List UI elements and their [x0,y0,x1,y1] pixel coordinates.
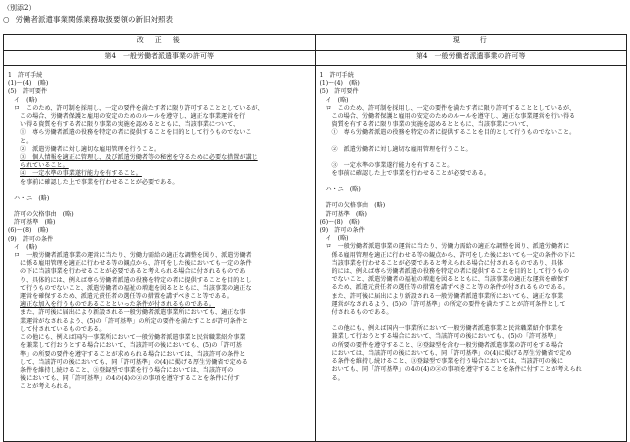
new-line: 許可の欠格事由 (略) [14,211,74,219]
new-line: ハ・ニ (略) [14,194,50,202]
new-line: ことが考えられる。 [20,383,75,391]
old-line: また、許可後に届出により新設される一般労働者派遣事業所においても、適正な事業 [331,292,564,300]
old-line: 的には、例えば専ら労働者派遣の役務を特定の者に提供することを目的として行うもの [331,268,570,276]
title-text: 労働者派遣事業関係業務取扱要領の新旧対照表 [15,15,174,24]
old-line: イ (略) [325,235,349,243]
new-line: り、具体的には、例えば専ら労働者派遣の役務を特定の者に提供することを目的とし [20,276,252,284]
section-heading-new: 第4 一般労働者派遣事業の許可等 [4,51,316,66]
new-text-column [4,66,315,392]
column-header-old: 現 行 [315,35,627,51]
new-line: (1)～(4) (略) [8,80,49,88]
old-line: 運営がなされるよう、(5)の「許可基準」の所定の要件を満たすことが許可条件として [331,300,566,308]
comparison-table [3,34,627,442]
new-line: この他にも、例えば国内一事業所において一般労働者派遣事業と民営職業紹介事業 [20,334,246,342]
new-line: 許可基準 (略) [14,219,56,227]
new-line: て行うものでないこと、派遣労働者の福祉の増進を図るとともに、当該事業の適正な [20,284,252,292]
new-line: (9) 許可の条件 [8,235,54,243]
old-line: 資質を有する者に限り事業の実施を認めるとともに、当該事業について、 [331,121,533,129]
old-line: の所要の要件を遵守すること、②登録型を含む一般労働者派遣事業の許可をする場合 [331,341,564,349]
new-line-underlined: ④ 一定水準の事業遂行能力を有すること。 [20,170,142,178]
old-line: るため、派遣元責任者の選任等の措置を講ずべきこと等の条件が付されるものである。 [331,284,569,292]
new-line: 準」の所要の要件を遵守することが求められる場合においては、当該許可の条件と [20,350,246,358]
old-line: ② 派遣労働者に対し適切な雇用管理を行うこと。 [331,145,472,153]
old-line: (5) 許可要件 [319,88,359,96]
new-line: 業運営がなされるよう、(5)の「許可基準」の所定の要件を満たすことが許可条件と [20,317,249,325]
document-title [3,14,173,25]
old-line: る。 [331,374,344,382]
new-line: この場合、労働者保護と雇用の安定のためのルールを遵守し、適正な事業運営を行 [20,113,246,121]
old-line: イ (略) [325,96,349,104]
old-line: この場合、労働者保護と雇用の安定のためのルールを遵守し、適正な事業運営を行い得る [331,113,576,121]
new-line: に係る雇用管理を適正に行わせる等の観点から、許可をした後においても一定の条件 [20,260,252,268]
old-line: 許可の欠格事由 (略) [325,202,386,210]
new-line: して付されているものである。 [20,325,106,333]
new-line: ② 派遣労働者に対し適切な雇用管理を行うこと。 [20,145,161,153]
title-mark: ○ [3,15,10,24]
new-line: 後においても、同「許可基準」の4の(4)の②の事項を遵守することを条件に付す [20,375,240,383]
old-line: ① 専ら労働者派遣の役務を特定の者に提供することを目的として行うものでないこと。 [331,129,576,137]
old-line: ロ 一般労働者派遣事業の運営に当たり、労働力需給の適正な調整を図り、派遣労働者に [325,243,570,251]
new-line: ロ 一般労働者派遣事業の運営に当たり、労働力需給の適正な調整を図り、派遣労働者 [14,252,252,260]
new-line: 条件を維持し続けること、③登録型で事業を行う場合においては、当該許可の [20,366,234,374]
old-line: を事前に確認した上で事業を行わせることが必要である。 [331,170,490,178]
old-line: (9) 許可の条件 [319,227,365,235]
old-text-cell [315,66,627,442]
old-line: る条件を維持し続けること、③登録型で事業を行う場合においては、当該許可の後に [331,358,564,366]
new-line: イ (略) [14,96,38,104]
old-line: この他にも、例えば国内一事業所において一般労働者派遣事業と民営職業紹介事業を [331,325,564,333]
old-line: ③ 一定水準の事業遂行能力を有すること。 [331,161,454,169]
column-header-new: 改 正 後 [4,35,316,51]
section-heading-old: 第4 一般労働者派遣事業の許可等 [315,51,627,66]
new-line: (5) 許可要件 [8,88,48,96]
new-line: と。 [20,137,33,145]
new-line: の下に当該事業を行わせることが必要であると考えられる場合に付されるものであ [20,268,246,276]
header-note: （別添2） [3,4,36,12]
new-line-underlined: ③ 個人情報を適正に管理し、及び派遣労働者等の秘密を守るために必要な措置が講じ [20,154,258,162]
new-line-underlined: 適正な加入を行うものであることといった条件が付されるものである。 [20,301,215,309]
old-line: 許可基準 (略) [325,210,367,218]
new-line: また、許可後に届出により新設される一般労働者派遣事業所においても、適正な事 [20,309,246,317]
new-line: 運営を確保するため、派遣元責任者の選任等の措置を講ずべきこと等である。 [20,293,233,301]
new-line: い得る資質を有する者に限り事業の実施を認めるとともに、当該事業について、 [20,121,240,129]
old-line: ハ・ニ (略) [325,186,361,194]
new-line: 1 許可手続 [8,72,43,79]
old-line: でないこと、派遣労働者の福祉の増進を図るとともに、当該事業の適正な運営を確保す [331,276,570,284]
old-line: 1 許可手続 [319,72,354,79]
old-text-column [316,66,627,383]
new-line-underlined: られていること。 [20,162,69,170]
new-text-cell [4,66,316,442]
new-line: ロ このため、許可制を採用し、一定の要件を満たす者に限り許可することとしているが、 [14,104,264,112]
new-line: して、当該許可の後においても、同「許可基準」の(4)に掲げる厚生労働省で定める [20,358,248,366]
old-line: ロ このため、許可制を採用し、一定の要件を満たす者に限り許可することとしているが、 [325,104,576,112]
new-line: イ (略) [14,243,38,251]
old-line: においては、当該許可の後においても、同「許可基準」の(4)に掲げる厚生労働省で定め [331,349,572,357]
old-line: (6)～(8) (略) [319,218,360,226]
new-line: ① 専ら労働者派遣の役務を特定の者に提供することを目的として行うものでないこ [20,129,252,137]
old-line: 当該事業を行わせることが必要であると考えられる場合に付されるものであり、具体 [331,259,564,267]
old-line: (1)～(4) (略) [319,80,360,88]
old-line: 係る雇用管理を適正に行わせる等の観点から、許可をした後においても一定の条件の下に [331,251,576,259]
old-line: 付されるものである。 [331,309,393,317]
old-line: 兼業して行おうとする場合において、当該許可の後においても、(5)の「許可基準」 [331,333,560,341]
new-line: (6)～(8) (略) [8,227,49,235]
new-line: を事前に確認した上で事業を行わせることが必要である。 [20,178,179,186]
new-line: を兼業して行おうとする場合において、当該許可の後においても、(5)の「許可基 [20,342,242,350]
old-line: おいても、同「許可基準」の4の(4)の②の事項を遵守することを条件に付すことが考えられ [331,366,582,374]
